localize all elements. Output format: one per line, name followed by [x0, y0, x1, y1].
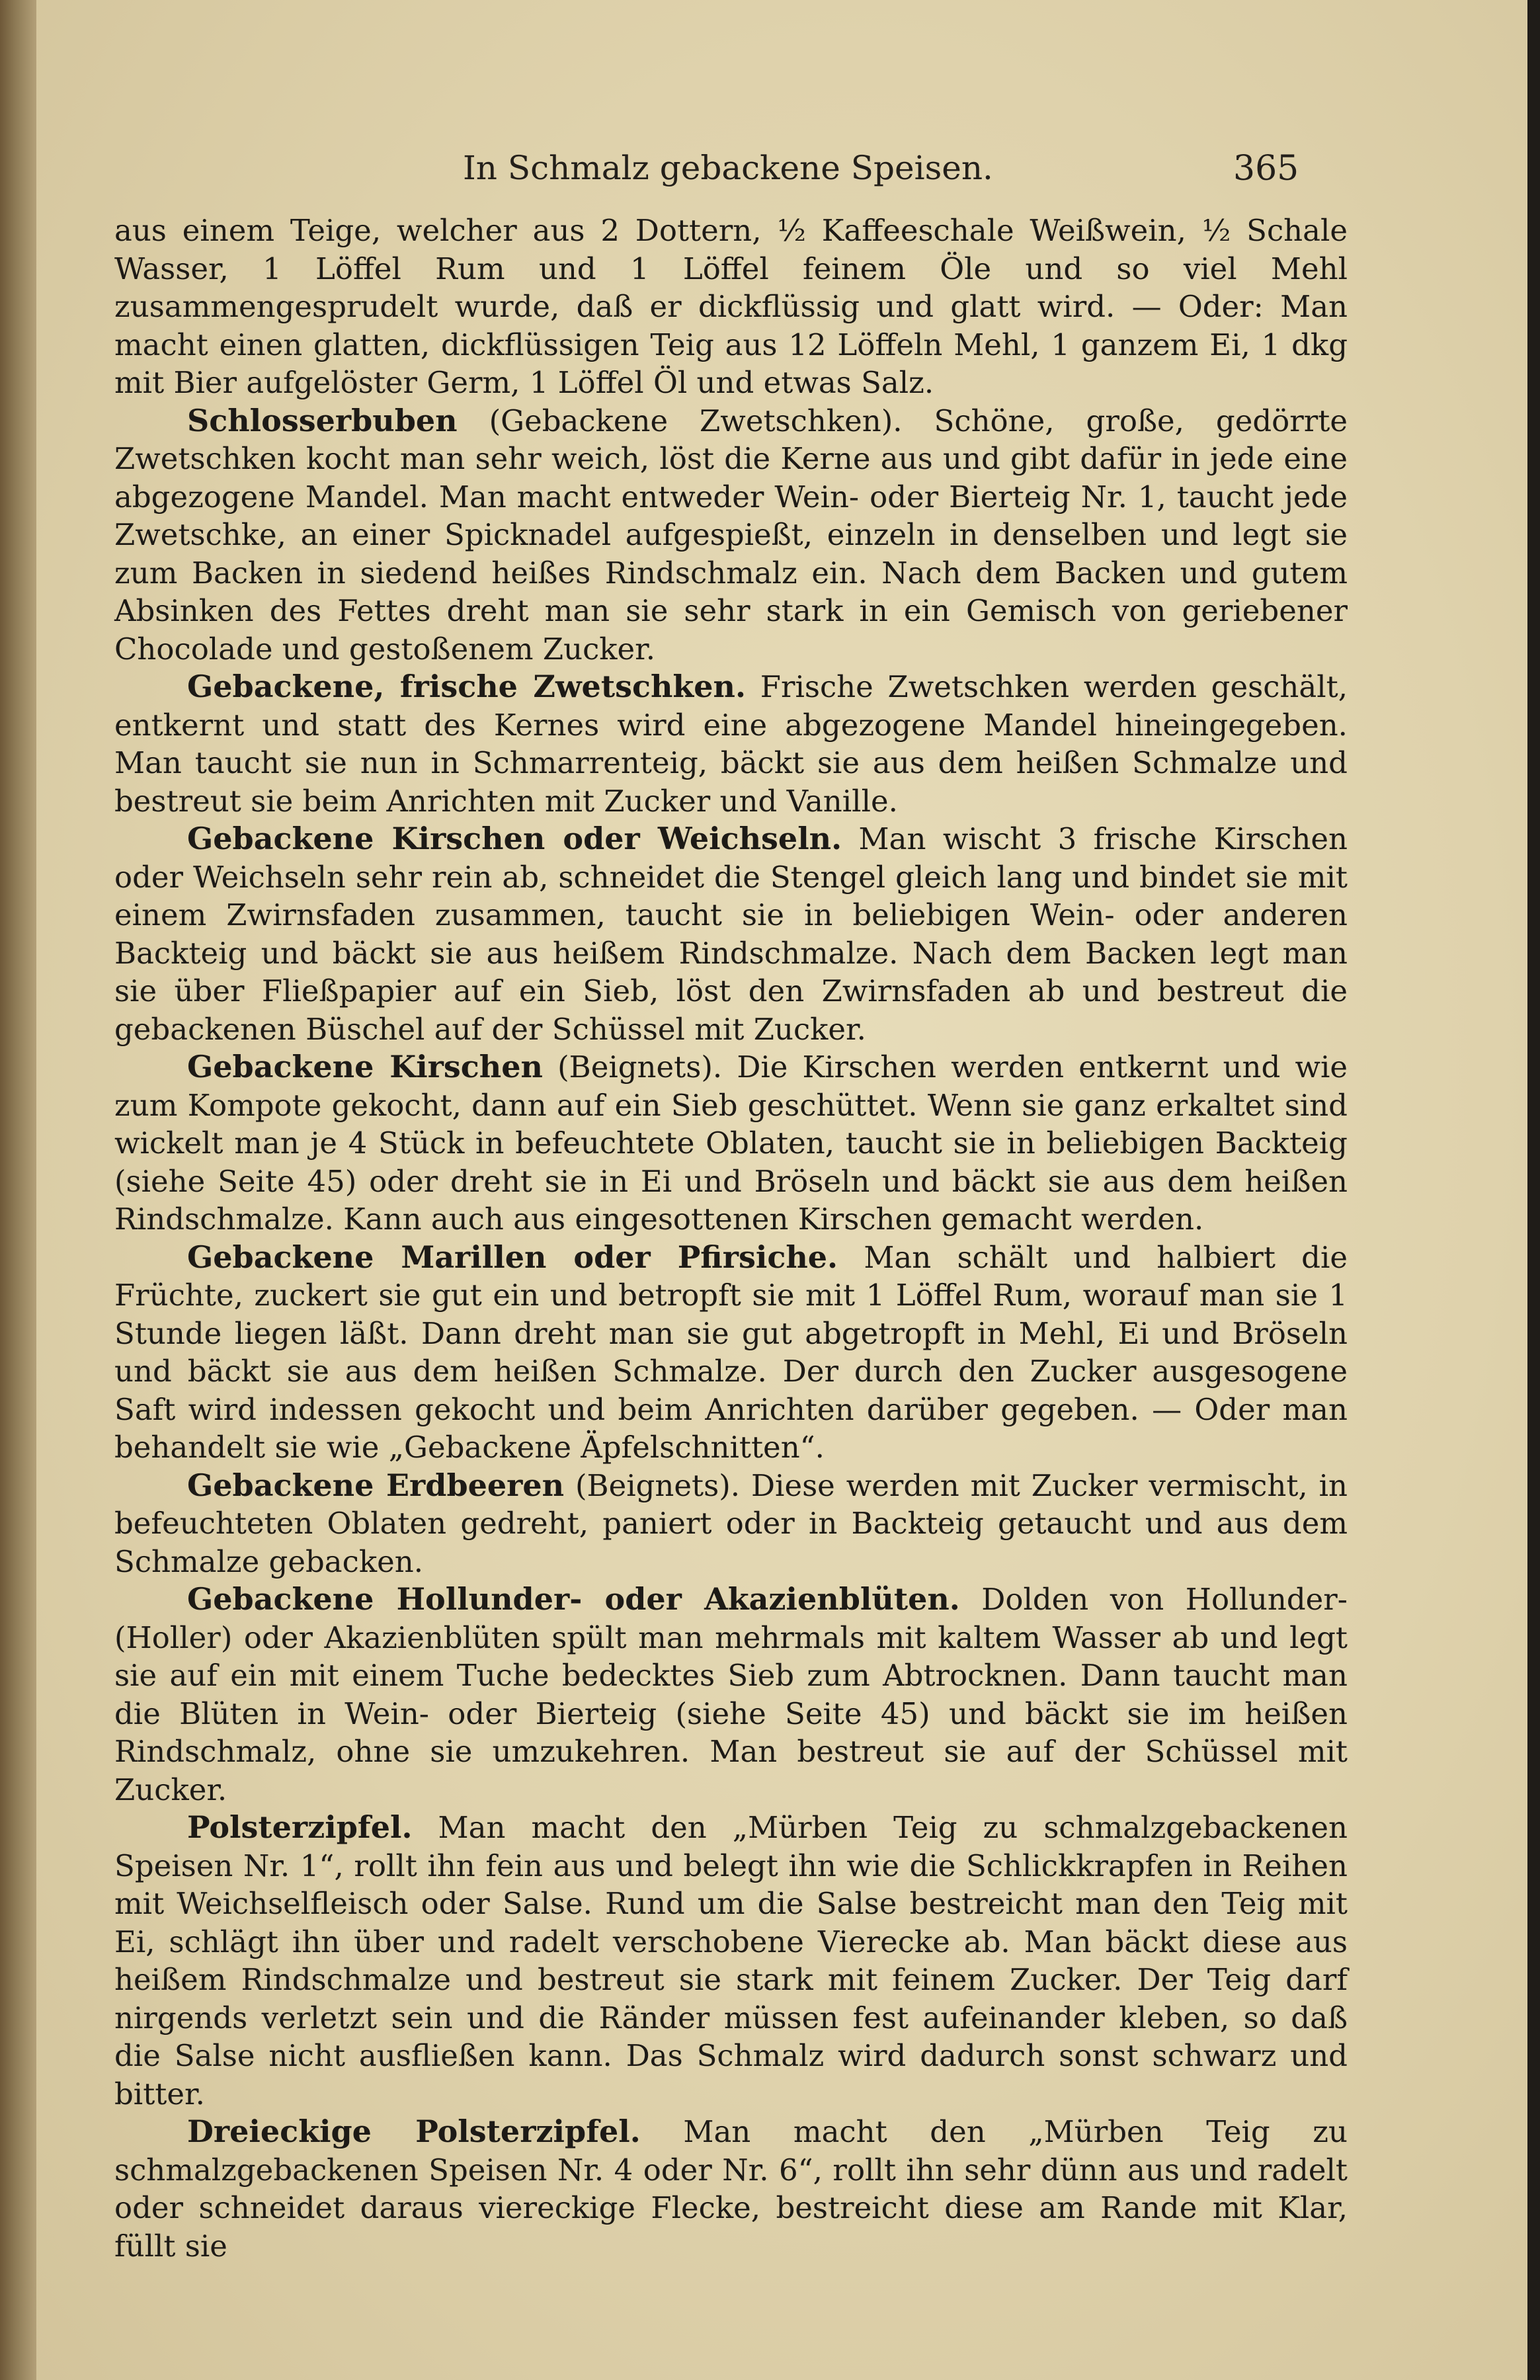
recipe-entry — [114, 1580, 1348, 1809]
running-title: In Schmalz gebackene Speisen. — [463, 149, 993, 187]
recipe-entry — [114, 1239, 1348, 1467]
recipe-heading: Gebackene Kirschen — [187, 1049, 543, 1085]
recipe-heading: Schlosserbuben — [187, 402, 458, 438]
recipe-entry — [114, 1048, 1348, 1239]
recipe-text: (Beignets). Diese werden mit Zucker vermischt, in befeuchteten Oblaten gedreht, paniert oder in Backteig getaucht und aus dem Schmalze gebacken. — [114, 1467, 1348, 1579]
recipe-text: Frische Zwetschken werden geschält, entkernt und statt des Kernes wird eine abgezogene Mandel hineingegeben. Man taucht sie nun in Schmarrenteig, bäckt sie aus dem heißen Schmalze und bestreut sie beim Anrichten mit Zucker und Vanille. — [114, 669, 1348, 819]
recipe-text: Man macht den „Mürben Teig zu schmalzgebackenen Speisen Nr. 1“, rollt ihn fein aus und belegt ihn wie die Schlickkrapfen in Reihen mit Weichselfleisch oder Salse. Rund um die Salse bestreicht man den Teig mit Ei, schlägt ihn über und radelt verschobene Vierecke ab. Man bäckt diese aus heißem Rindschmalze und bestreut sie stark mit feinem Zucker. Der Teig darf nirgends verletzt sein und die Ränder müssen fest aufeinander kleben, so daß die Salse nicht ausfließen kann. Das Schmalz wird dadurch sonst schwarz und bitter. — [114, 1810, 1348, 2112]
page-number: 365 — [1233, 149, 1299, 188]
recipe-entry — [114, 402, 1348, 669]
recipe-entry — [114, 2113, 1348, 2265]
book-page — [36, 0, 1527, 2380]
recipe-heading: Gebackene Hollunder- oder Akazienblüten. — [187, 1581, 960, 1617]
running-head — [36, 149, 1527, 195]
recipe-text: Dolden von Hollunder- (Holler) oder Akazienblüten spült man mehrmals mit kaltem Wasser ab und legt sie auf ein mit einem Tuche bedecktes Sieb zum Abtrocknen. Dann taucht man die Blüten in Wein- oder Bierteig (siehe Seite 45) und bäckt sie im heißen Rindschmalz, ohne sie umzukehren. Man bestreut sie auf der Schüssel mit Zucker. — [114, 1582, 1348, 1807]
recipe-text: Man wischt 3 frische Kirschen oder Weichseln sehr rein ab, schneidet die Stengel gleich lang und bindet sie mit einem Zwirnsfaden zusammen, taucht sie in beliebigen Wein- oder anderen Backteig und bäckt sie aus heißem Rindschmalze. Nach dem Backen legt man sie über Fließpapier auf ein Sieb, löst den Zwirnsfaden ab und bestreut die gebackenen Büschel auf der Schüssel mit Zucker. — [114, 821, 1348, 1047]
recipe-text: Man schält und halbiert die Früchte, zuckert sie gut ein und betropft sie mit 1 Löffel Rum, worauf man sie 1 Stunde liegen läßt. Dann dreht man sie gut abgetropft in Mehl, Ei und Bröseln und bäckt sie aus dem heißen Schmalze. Der durch den Zucker ausgesogene Saft wird indessen gekocht und beim Anrichten darüber gegeben. — Oder man behandelt sie wie „Gebackene Äpfelschnitten“. — [114, 1239, 1348, 1465]
continuation-paragraph — [114, 212, 1348, 402]
recipe-heading: Polsterzipfel. — [187, 1809, 413, 1845]
recipe-heading: Gebackene, frische Zwetschken. — [187, 669, 747, 704]
recipe-entry — [114, 668, 1348, 820]
recipe-heading: Gebackene Marillen oder Pfirsiche. — [187, 1239, 838, 1275]
recipe-text: Man macht den „Mürben Teig zu schmalzgebackenen Speisen Nr. 4 oder Nr. 6“, rollt ihn sehr dünn aus und radelt oder schneidet daraus viereckige Flecke, bestreicht diese am Rande mit Klar, füllt sie — [114, 2114, 1348, 2264]
recipe-heading: Gebackene Kirschen oder Weichseln. — [187, 821, 842, 856]
recipe-text: (Gebackene Zwetschken). Schöne, große, gedörrte Zwetschken kocht man sehr weich, löst die Kerne aus und gibt dafür in jede eine abgezogene Mandel. Man macht entweder Wein- oder Bierteig Nr. 1, taucht jede Zwetschke, an einer Spicknadel aufgespießt, einzeln in denselben und legt sie zum Backen in siedend heißes Rindschmalz ein. Nach dem Backen und gutem Absinken des Fettes dreht man sie sehr stark in ein Gemisch von geriebener Chocolade und gestoßenem Zucker. — [114, 403, 1348, 667]
body-text — [114, 212, 1348, 2265]
recipe-entry — [114, 820, 1348, 1048]
recipe-entry — [114, 1467, 1348, 1581]
book-spine-edge — [0, 0, 38, 2380]
recipe-entry — [114, 1809, 1348, 2113]
recipe-heading: Gebackene Erdbeeren — [187, 1467, 565, 1503]
recipe-text: (Beignets). Die Kirschen werden entkernt und wie zum Kompote gekocht, dann auf ein Sieb geschüttet. Wenn sie ganz erkaltet sind wickelt man je 4 Stück in befeuchtete Oblaten, taucht sie in beliebigen Backteig (siehe Seite 45) oder dreht sie in Ei und Bröseln und bäckt sie aus dem heißen Rindschmalze. Kann auch aus eingesottenen Kirschen gemacht werden. — [114, 1049, 1348, 1237]
recipe-heading: Dreieckige Polsterzipfel. — [187, 2113, 641, 2149]
paragraph-text: aus einem Teige, welcher aus 2 Dottern, ½ Kaffeeschale Weißwein, ½ Schale Wasser, 1 Löffel Rum und 1 Löffel feinem Öle und so viel Mehl zusammengesprudelt wurde, daß er dickflüssig und glatt wird. — Oder: Man macht einen glatten, dickflüssigen Teig aus 12 Löffeln Mehl, 1 ganzem Ei, 1 dkg mit Bier aufgelöster Germ, 1 Löffel Öl und etwas Salz. — [114, 213, 1348, 400]
